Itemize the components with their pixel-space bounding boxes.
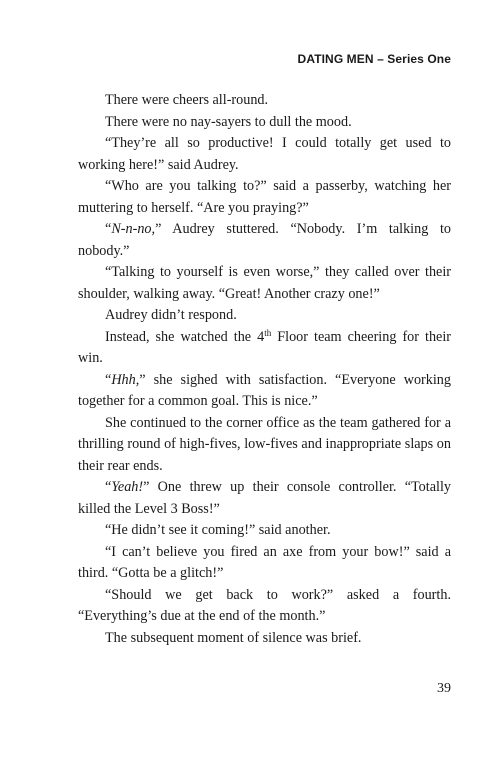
- paragraph: [78, 219, 451, 262]
- paragraph: There were cheers all-round.: [105, 92, 269, 108]
- paragraph: [78, 370, 451, 413]
- italic-text: Hhh,: [111, 371, 140, 388]
- paragraph: Audrey didn’t respond.: [105, 307, 237, 323]
- paragraph-text: Floor team cheering for their win.: [78, 328, 452, 366]
- paragraph: She continued to the corner office as the team gathered for a thrilling round of high-fives, low-fives and inappropriate slaps on their rear ends.: [78, 414, 451, 474]
- paragraph-text: ” she sighed with satisfaction. “Everyone working together for a common goal. This is nice.”: [78, 371, 451, 409]
- paragraph-text: ” Audrey stuttered. “Nobody. I’m talking to nobody.”: [78, 221, 451, 259]
- page-number: 39: [437, 681, 451, 696]
- paragraph: “Talking to yourself is even worse,” they called over their shoulder, walking away. “Great! Another crazy one!”: [78, 264, 451, 302]
- paragraph: “He didn’t see it coming!” said another.: [105, 522, 331, 538]
- paragraph: [78, 477, 451, 520]
- paragraph: [78, 327, 451, 370]
- paragraph-text: ” One threw up their console controller. “Totally killed the Level 3 Boss!”: [78, 479, 451, 517]
- quote-open: “: [105, 479, 112, 495]
- paragraph: “Should we get back to work?” asked a fourth. “Everything’s due at the end of the month.”: [78, 586, 451, 624]
- italic-text: N-n-no,: [111, 221, 156, 237]
- paragraph: The subsequent moment of silence was brief.: [105, 629, 362, 646]
- italic-text: Yeah!: [111, 479, 144, 495]
- ordinal-superscript: th: [264, 327, 272, 338]
- paragraph-text: Instead, she watched the 4: [105, 328, 265, 345]
- paragraph: “I can’t believe you fired an axe from your bow!” said a third. “Gotta be a glitch!”: [78, 543, 451, 581]
- running-header: DATING MEN – Series One: [297, 52, 451, 66]
- quote-open: “: [105, 371, 112, 388]
- paragraph: “They’re all so productive! I could totally get used to working here!” said Audrey.: [78, 135, 451, 173]
- quote-open: “: [105, 221, 112, 237]
- paragraph: “Who are you talking to?” said a passerby, watching her muttering to herself. “Are you praying?”: [78, 178, 451, 216]
- paragraph: There were no nay-sayers to dull the mood.: [105, 113, 352, 130]
- body-text: [78, 90, 451, 649]
